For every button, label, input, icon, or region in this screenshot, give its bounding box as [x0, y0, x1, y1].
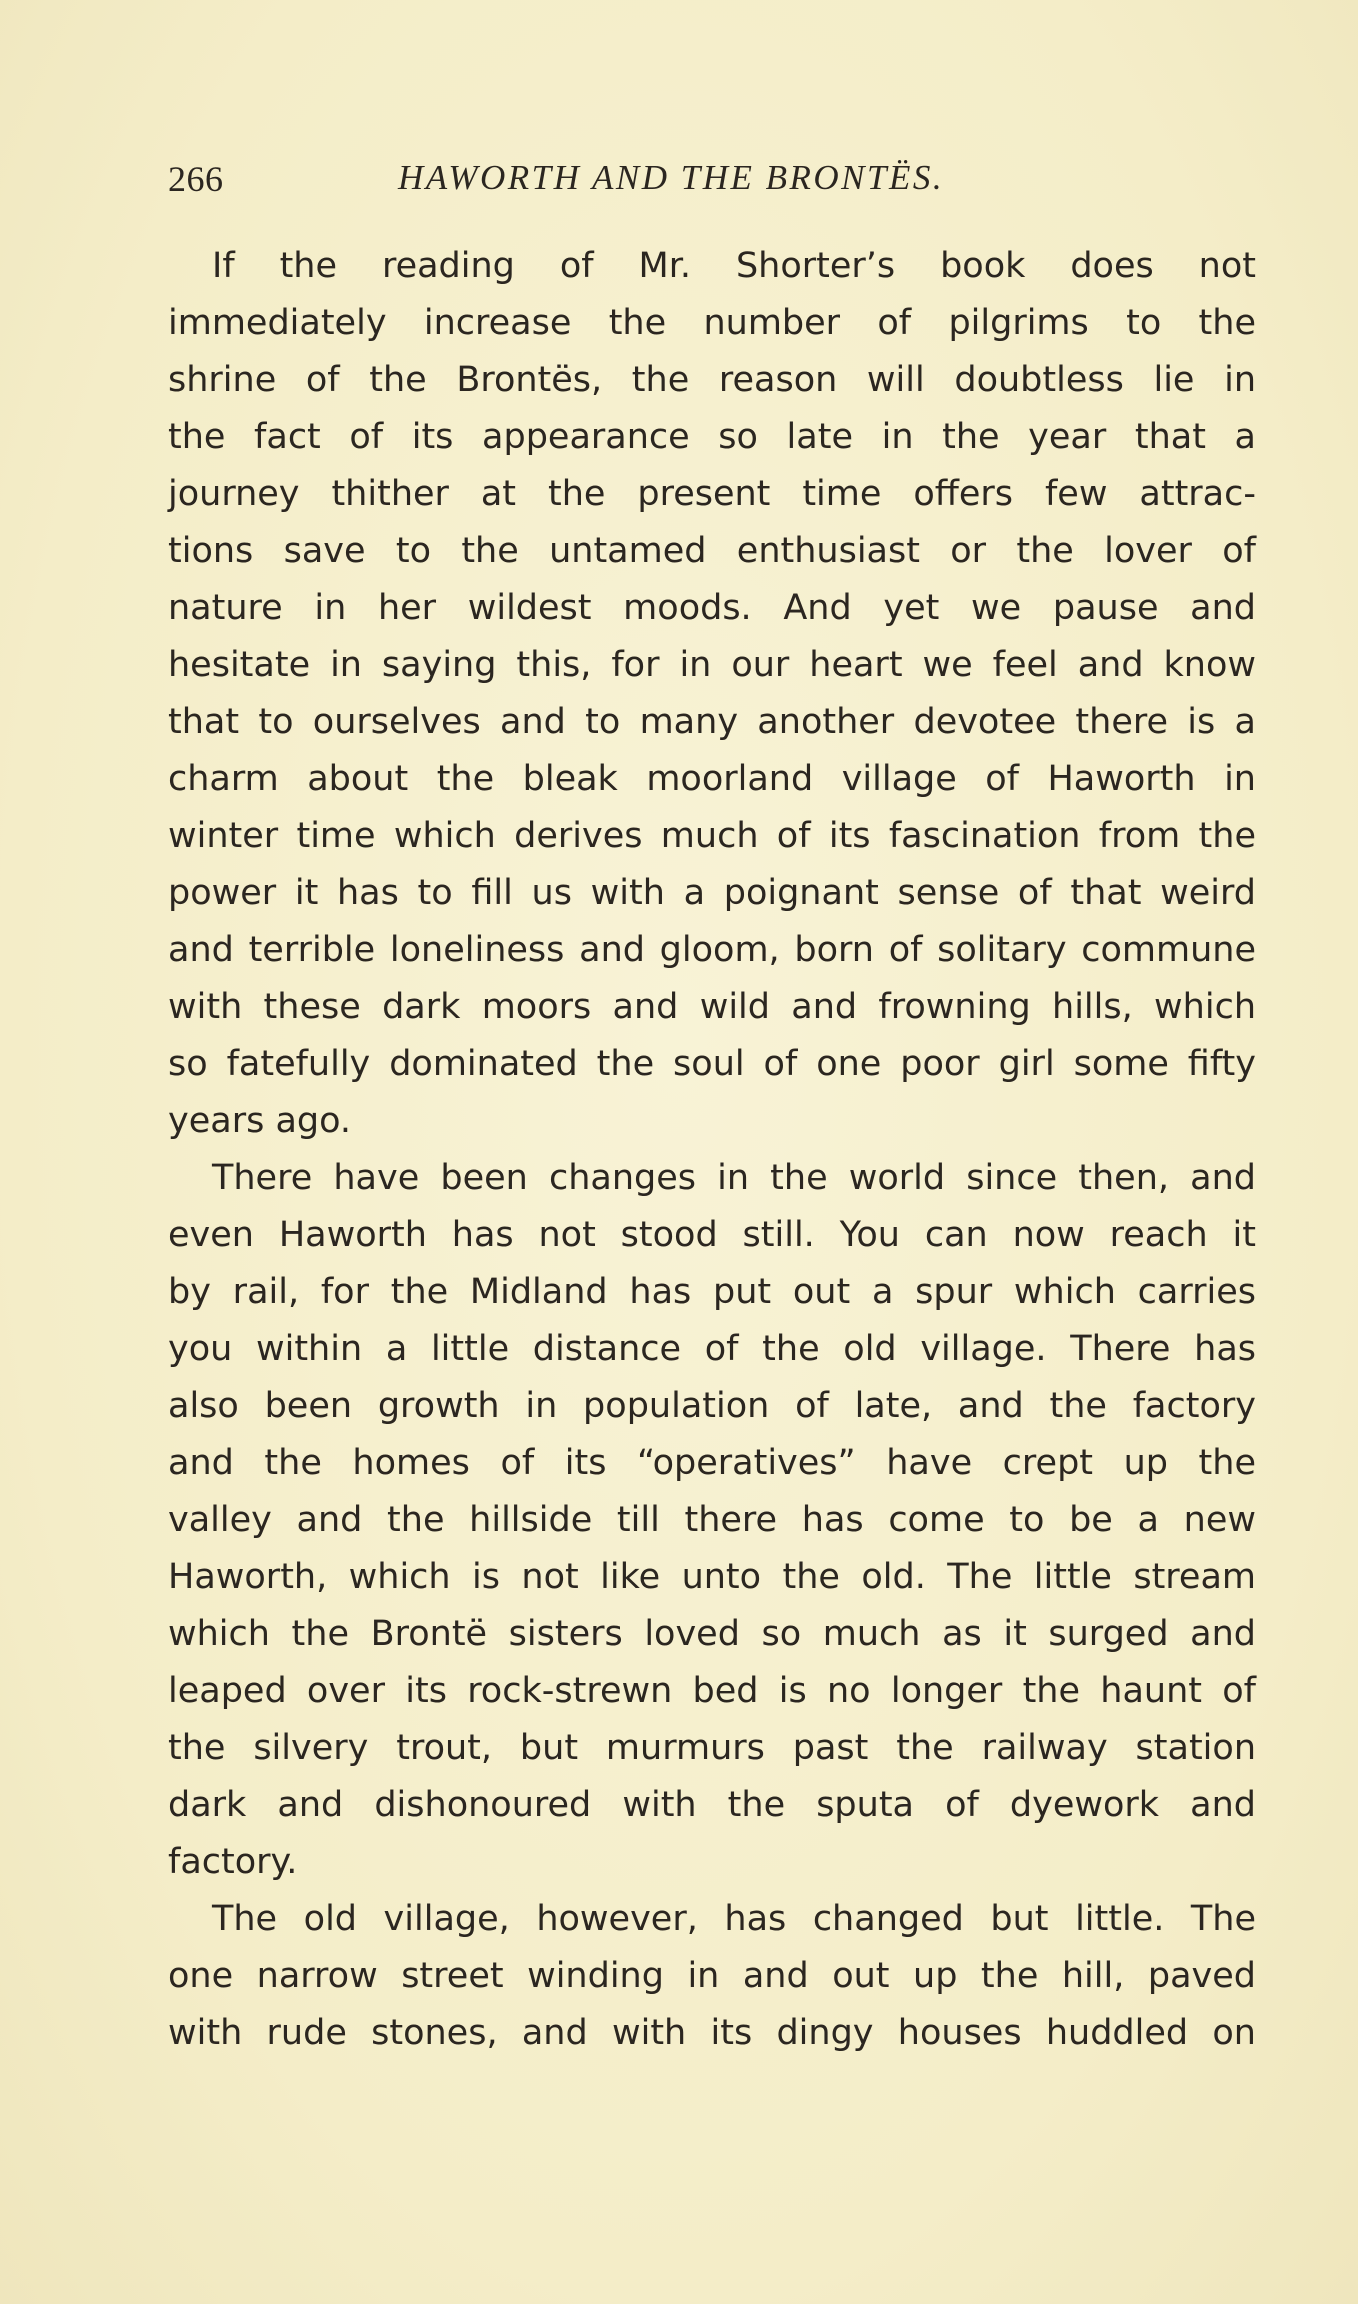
paragraph-2 [168, 1150, 1256, 1891]
text-line: the silvery trout, but murmurs past the railway station [168, 1728, 1256, 1768]
paragraph-3 [168, 1891, 1256, 2062]
body-text [168, 238, 1256, 2062]
text-line: you within a little distance of the old village. There has [168, 1329, 1256, 1369]
text-line: hesitate in saying this, for in our heart we feel and know [168, 645, 1256, 685]
text-line: immediately increase the number of pilgrims to the [168, 303, 1256, 343]
text-line: that to ourselves and to many another devotee there is a [168, 702, 1256, 742]
running-title: HAWORTH AND THE BRONTËS. [398, 158, 945, 197]
text-line: and terrible loneliness and gloom, born of solitary commune [168, 930, 1256, 970]
text-line: factory. [168, 1842, 298, 1882]
text-line: with rude stones, and with its dingy houses huddled on [168, 2013, 1256, 2053]
text-line: and the homes of its “operatives” have crept up the [168, 1443, 1256, 1483]
text-line: one narrow street winding in and out up the hill, paved [168, 1956, 1256, 1996]
text-line: so fatefully dominated the soul of one poor girl some fifty [168, 1044, 1256, 1084]
text-line: journey thither at the present time offers few attrac- [168, 474, 1256, 514]
text-line: the fact of its appearance so late in the year that a [168, 417, 1256, 457]
text-line: nature in her wildest moods. And yet we pause and [168, 588, 1256, 628]
text-line: shrine of the Brontës, the reason will doubtless lie in [168, 360, 1256, 400]
text-line: which the Brontë sisters loved so much as it surged and [168, 1614, 1256, 1654]
text-line: charm about the bleak moorland village of Haworth in [168, 759, 1256, 799]
text-line: power it has to fill us with a poignant sense of that weird [168, 873, 1256, 913]
text-line: by rail, for the Midland has put out a spur which carries [168, 1272, 1256, 1312]
page-number: 266 [168, 159, 224, 199]
text-line: There have been changes in the world since then, and [212, 1158, 1256, 1198]
text-line: with these dark moors and wild and frowning hills, which [168, 987, 1256, 1027]
text-line: valley and the hillside till there has come to be a new [168, 1500, 1256, 1540]
text-line: years ago. [168, 1101, 352, 1141]
text-line: The old village, however, has changed but little. The [212, 1899, 1256, 1939]
paragraph-1 [168, 238, 1256, 1150]
running-head [168, 158, 1188, 214]
text-line: even Haworth has not stood still. You can now reach it [168, 1215, 1256, 1255]
text-line: dark and dishonoured with the sputa of dyework and [168, 1785, 1256, 1825]
text-line: also been growth in population of late, and the factory [168, 1386, 1256, 1426]
text-line: Haworth, which is not like unto the old. The little stream [168, 1557, 1256, 1597]
text-line: leaped over its rock-strewn bed is no longer the haunt of [168, 1671, 1256, 1711]
text-line: If the reading of Mr. Shorter’s book does not [212, 246, 1256, 286]
text-line: tions save to the untamed enthusiast or the lover of [168, 531, 1256, 571]
text-line: winter time which derives much of its fascination from the [168, 816, 1256, 856]
